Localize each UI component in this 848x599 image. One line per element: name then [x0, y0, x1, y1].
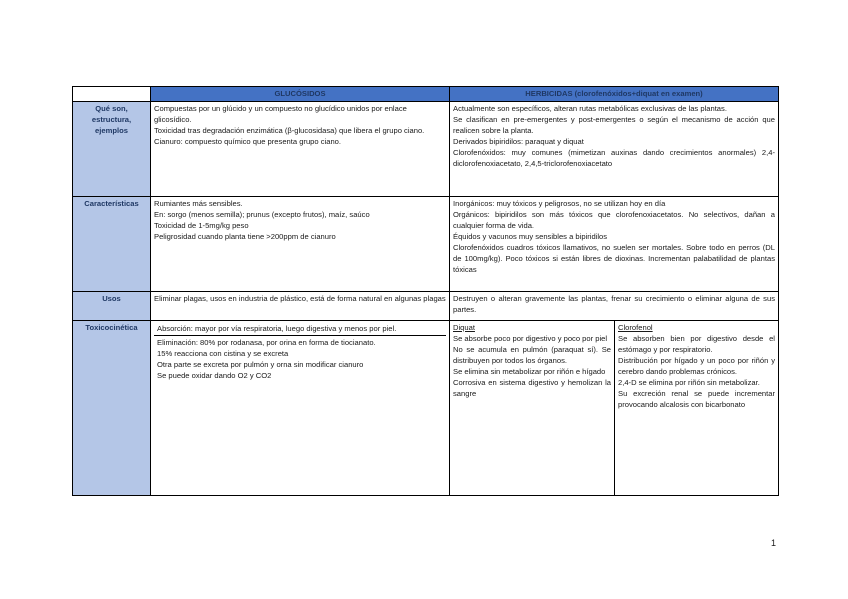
header-glucosidos: GLUCÓSIDOS [151, 87, 450, 102]
cell-toxicocinetica-glucosidos [151, 321, 450, 496]
cell-usos-glucosidos: Eliminar plagas, usos en industria de plástico, está de forma natural en algunas plagas [151, 292, 450, 321]
cell-caracteristicas-herbicidas: Inorgánicos: muy tóxicos y peligrosos, no se utilizan hoy en día Orgánicos: bipiridilos son más tóxicos que clorofenoxiacetatos. No selectivos, dañan a cualquier forma de vida. Équidos y vacunos muy sensibles a bipiridilos Clorofenóxidos cuadros tóxicos llamativos, no suelen ser mortales. Sobre todo en perros (DL de 100mg/kg). Poco tóxicos si están libres de dioxinas. Incrementan palabatilidad de plantas tóxicas [450, 197, 779, 292]
glucosidos-absorcion: Absorción: mayor por vía respiratoria, luego digestiva y menos por piel. [154, 322, 446, 336]
cell-clorofenol: Clorofenol Se absorben bien por digestivo desde el estómago y por respiratorio. Distribución por hígado y un poco por riñón y cerebro dando problemas crónicos. 2,4-D se elimina por riñón sin metabolizar. Su excreción renal se puede incrementar provocando alcalosis con bicarbonato [615, 321, 779, 496]
corner-cell [73, 87, 151, 102]
row-label-caracteristicas: Características [73, 197, 151, 292]
row-usos [73, 292, 779, 321]
header-row [73, 87, 779, 102]
row-label-que-son: Qué son, estructura, ejemplos [73, 102, 151, 197]
clorofenol-title: Clorofenol [618, 323, 653, 332]
cell-que-son-glucosidos: Compuestas por un glúcido y un compuesto no glucídico unidos por enlace glicosídico. Toxicidad tras degradación enzimática (β-glucosidasa) que libera el grupo ciano. Cianuro: compuesto químico que presenta grupo ciano. [151, 102, 450, 197]
cell-diquat: Diquat Se absorbe poco por digestivo y poco por piel No se acumula en pulmón (paraquat sí). Se distribuyen por todos los órganos. Se elimina sin metabolizar por riñón e hígado Corrosiva en sistema digestivo y hemolizan la sangre [450, 321, 615, 496]
page-number: 1 [771, 538, 777, 548]
row-label-usos: Usos [73, 292, 151, 321]
cell-caracteristicas-glucosidos: Rumiantes más sensibles. En: sorgo (menos semilla); prunus (excepto frutos), maíz, saúco Toxicidad de 1-5mg/kg peso Peligrosidad cuando planta tiene >200ppm de cianuro [151, 197, 450, 292]
row-que-son [73, 102, 779, 197]
header-herbicidas: HERBICIDAS (clorofenóxidos+diquat en examen) [450, 87, 779, 102]
diquat-title: Diquat [453, 323, 475, 332]
row-caracteristicas [73, 197, 779, 292]
row-toxicocinetica [73, 321, 779, 496]
cell-que-son-herbicidas: Actualmente son específicos, alteran rutas metabólicas exclusivas de las plantas. Se clasifican en pre-emergentes y post-emergentes o según el mecanismo de acción que realicen sobre la planta. Derivados bipiridilos: paraquat y diquat Clorofenóxidos: muy comunes (mimetizan auxinas dando crecimientos anormales) 2,4-diclorofenoxiacetato, 2,4,5-triclorofenoxiacetato [450, 102, 779, 197]
cell-usos-herbicidas: Destruyen o alteran gravemente las plantas, frenar su crecimiento o eliminar alguna de sus partes. [450, 292, 779, 321]
summary-table [72, 86, 779, 496]
glucosidos-eliminacion: Eliminación: 80% por rodanasa, por orina en forma de tiocianato. 15% reacciona con cistina y se excreta Otra parte se excreta por pulmón y orna sin modificar cianuro Se puede oxidar dando O2 y CO2 [157, 338, 376, 380]
row-label-toxicocinetica: Toxicocinética [73, 321, 151, 496]
